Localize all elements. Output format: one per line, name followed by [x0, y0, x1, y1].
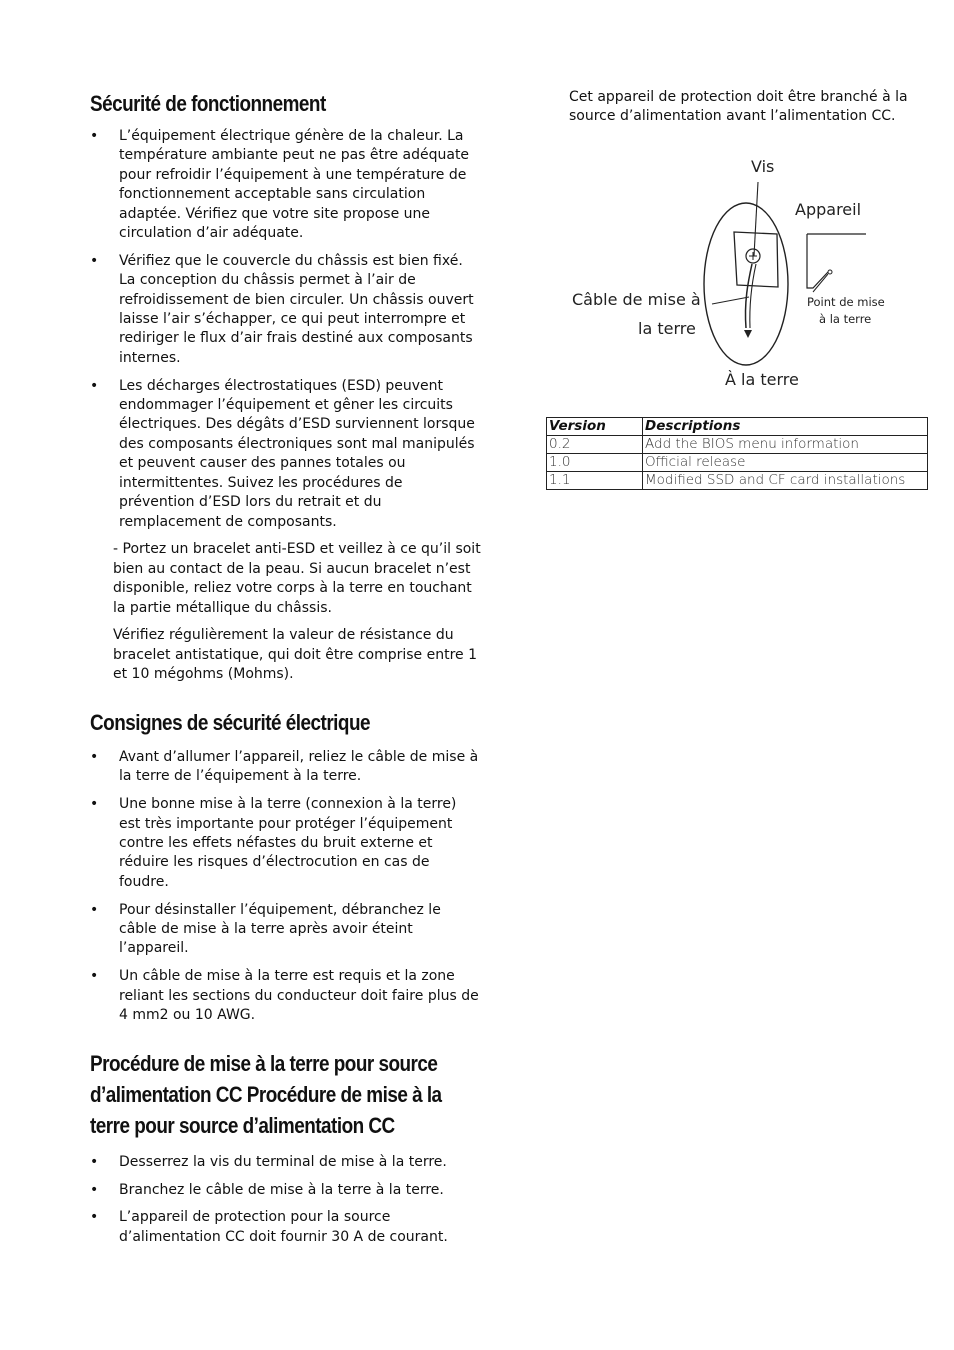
section-title-securite-fonctionnement: Sécurité de fonctionnement [90, 91, 326, 116]
table-cell-version: 1.0 [547, 454, 643, 472]
bullet-list [90, 1153, 482, 1247]
paragraph-esd-resistance: Vérifiez régulièrement la valeur de résistance du bracelet antistatique, qui doit être comprise entre 1 et 10 mégohms (Mohms). [113, 627, 477, 683]
grounding-diagram-svg [566, 152, 906, 392]
table-cell-version: 0.2 [547, 436, 643, 454]
table-cell-version: 1.1 [547, 472, 643, 490]
list-item: • Desserrez la vis du terminal de mise à la terre. [90, 1153, 447, 1170]
table-header-version: Version [547, 418, 643, 436]
ground-point-icon [828, 270, 832, 274]
ground-point-line [813, 274, 828, 292]
list-item: • Les décharges électrostatiques (ESD) peuvent endommager l’équipement et gêner les circuits électriques. Des dégâts d’ESD surviennent lorsque des composants électroniques sont mal manipulés et peuvent causer des pannes totales ou intermittentes. Suivez les procédures de prévention d’ESD lors du retrait et du remplacement de composants. [90, 377, 475, 530]
list-item: • Pour désinstaller l’équipement, débranchez le câble de mise à la terre après avoir éteint l’appareil. [90, 901, 441, 957]
label-cable-2: la terre [638, 319, 696, 338]
ground-cable-2 [750, 264, 756, 328]
section-title-securite-electrique: Consignes de sécurité électrique [90, 709, 371, 735]
magnifier-circle [704, 203, 788, 365]
intro-paragraph: Cet appareil de protection doit être branché à la source d’alimentation avant l’alimentation CC. [569, 89, 908, 125]
label-a-la-terre: À la terre [725, 370, 799, 389]
label-point-1: Point de mise [807, 295, 885, 309]
terminal-plate [734, 232, 778, 287]
table-row [547, 454, 928, 472]
list-item: • Branchez le câble de mise à la terre à la terre. [90, 1181, 444, 1198]
list-item: • Une bonne mise à la terre (connexion à la terre) est très importante pour protéger l’équipement contre les effets néfastes du bruit externe et réduire les risques d’électrocution en cas de foudre. [90, 796, 457, 890]
table-row [547, 472, 928, 490]
list-item: • Un câble de mise à la terre est requis et la zone reliant les sections du conducteur doit faire plus de 4 mm2 ou 10 AWG. [90, 968, 479, 1023]
screw-slot [749, 252, 757, 260]
label-appareil: Appareil [795, 200, 862, 219]
list-item: • L’équipement électrique génère de la chaleur. La température ambiante peut ne pas être adéquate pour refroidir l’équipement à une température de fonctionnement acceptable sans circulation adaptée. Vérifiez que votre site propose une circulation d’air adéquate. [90, 128, 470, 242]
cable-pointer-line [712, 297, 749, 304]
table-header-row [547, 418, 928, 436]
arrow-down-icon [744, 330, 752, 338]
table-row [547, 436, 928, 454]
table-header-descriptions: Descriptions [643, 418, 928, 436]
label-vis: Vis [751, 157, 775, 176]
device-outline [807, 234, 866, 288]
list-item: • L’appareil de protection pour la source d’alimentation CC doit fournir 30 A de courant. [90, 1209, 448, 1245]
bullet-list [90, 127, 482, 532]
list-item: • Avant d’allumer l’appareil, reliez le câble de mise à la terre de l’équipement à la terre. [90, 748, 479, 785]
label-cable-1: Câble de mise à [572, 290, 701, 309]
bullet-list [90, 748, 482, 1025]
table-cell-description: Official release [643, 454, 928, 472]
list-item: • Vérifiez que le couvercle du châssis est bien fixé. La conception du châssis permet à l’air de refroidissement de bien circuler. Un châssis ouvert laisse l’air s’échapper, ce qui peut interrompre et rediriger le flux d’air frais destiné aux composants internes. [90, 252, 474, 366]
section-title-procedure-mise-a-la-terre: Procédure de mise à la terre pour source d’alimentation CC Procédure de mise à la terre pour source d’alimentation CC [90, 1050, 442, 1138]
left-column [90, 88, 482, 1256]
table-cell-description: Add the BIOS menu information [643, 436, 928, 454]
table-cell-description: Modified SSD and CF card installations [643, 472, 928, 490]
version-table [546, 417, 928, 490]
grounding-diagram [566, 152, 906, 392]
paragraph-esd-bracelet: - Portez un bracelet anti-ESD et veillez à ce qu’il soit bien au contact de la peau. Si aucun bracelet n’est disponible, reliez votre corps à la terre en touchant la partie métallique du châssis. [113, 541, 481, 616]
vis-pointer-line [754, 182, 758, 256]
right-column [546, 88, 928, 488]
label-point-2: à la terre [819, 312, 872, 326]
